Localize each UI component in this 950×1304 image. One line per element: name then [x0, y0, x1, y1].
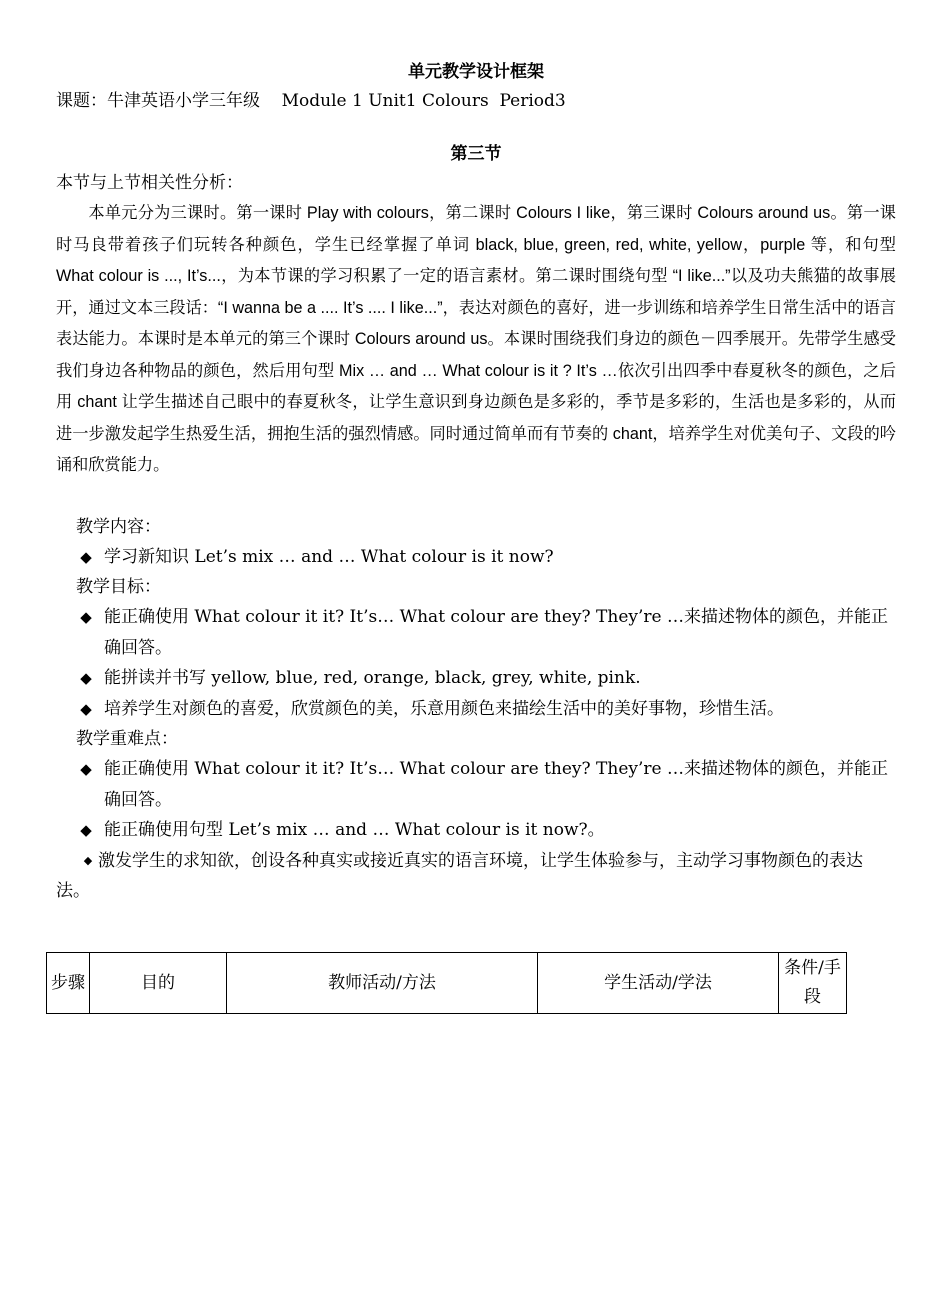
- diamond-bullet-icon: ◆: [80, 608, 92, 626]
- document-page: [56, 58, 896, 907]
- keypoint-item: ◆ 激发学生的求知欲，创设各种真实或接近真实的语言环境，让学生体验参与，主动学习事物颜色的表达法。: [56, 846, 896, 907]
- goals-label: 教学目标：: [76, 577, 161, 597]
- diamond-bullet-icon: ◆: [80, 669, 92, 687]
- header-teacher-activity: 教师活动/方法: [227, 953, 538, 1014]
- analysis-heading: 本节与上节相关性分析：: [56, 173, 243, 193]
- diamond-bullet-icon: ◆: [80, 760, 92, 778]
- diamond-bullet-icon: ◆: [80, 821, 92, 839]
- analysis-paragraph: 本单元分为三课时。第一课时 Play with colours，第二课时 Colours I like，第三课时 Colours around us。第一课时马良带着孩子们玩转各种颜色，学生已经掌握了单词 black, blue, green, red, white, yellow，purple 等，和句型 What colour is ..., It’s...，为本节课的学习积累了一定的语言素材。第二课时围绕句型 “I like...”以及功夫熊猫的故事展开，通过文本三段话：“I wanna be a .... It’s .... I like...”，表达对颜色的喜好，进一步训练和培养学生日常生活中的语言表达能力。本课时是本单元的第三个课时 Colours around us。本课时围绕我们身边的颜色－四季展开。先带学生感受我们身边各种物品的颜色，然后用句型 Mix … and … What colour is it ? It’s …依次引出四季中春夏秋冬的颜色，之后用 chant 让学生描述自己眼中的春夏秋冬，让学生意识到身边颜色是多彩的，季节是多彩的，生活也是多彩的，从而进一步激发起学生热爱生活，拥抱生活的强烈情感。同时通过简单而有节奏的 chant，培养学生对优美句子、文段的吟诵和欣赏能力。: [56, 204, 896, 474]
- content-label: 教学内容：: [76, 516, 161, 537]
- table-header-row: [47, 953, 847, 1014]
- keypoint-item: ◆ 能正确使用句型 Let’s mix … and … What colour is it now?。: [56, 815, 896, 846]
- header-purpose: 目的: [90, 953, 227, 1014]
- goal-item: ◆ 能正确使用 What colour it it? It’s… What colour are they? They’re …来描述物体的颜色，并能正确回答。: [56, 602, 896, 663]
- keypoint-item: ◆ 能正确使用 What colour it it? It’s… What colour are they? They’re …来描述物体的颜色，并能正确回答。: [56, 754, 896, 815]
- lesson-subject: 课题：牛津英语小学三年级 Module 1 Unit1 Colours Period3: [56, 91, 566, 111]
- goal-item: ◆ 能拼读并书写 yellow, blue, red, orange, black, grey, white, pink.: [56, 663, 896, 694]
- diamond-bullet-icon: ◆: [80, 547, 92, 566]
- header-student-activity: 学生活动/学法: [538, 953, 779, 1014]
- header-conditions: 条件/手段: [779, 953, 847, 1014]
- section-title: 第三节: [450, 144, 502, 164]
- document-title: 单元教学设计框架: [408, 62, 544, 82]
- diamond-bullet-icon: ◆: [80, 699, 92, 718]
- lesson-steps-table: [46, 952, 847, 1014]
- diamond-bullet-icon: ◆: [83, 853, 93, 867]
- content-item: ◆ 学习新知识 Let’s mix … and … What colour is it now?: [56, 542, 896, 573]
- goal-item: ◆ 培养学生对颜色的喜爱，欣赏颜色的美，乐意用颜色来描绘生活中的美好事物，珍惜生活。: [56, 694, 896, 725]
- header-step: 步骤: [47, 953, 90, 1014]
- keypoints-label: 教学重难点：: [76, 729, 178, 749]
